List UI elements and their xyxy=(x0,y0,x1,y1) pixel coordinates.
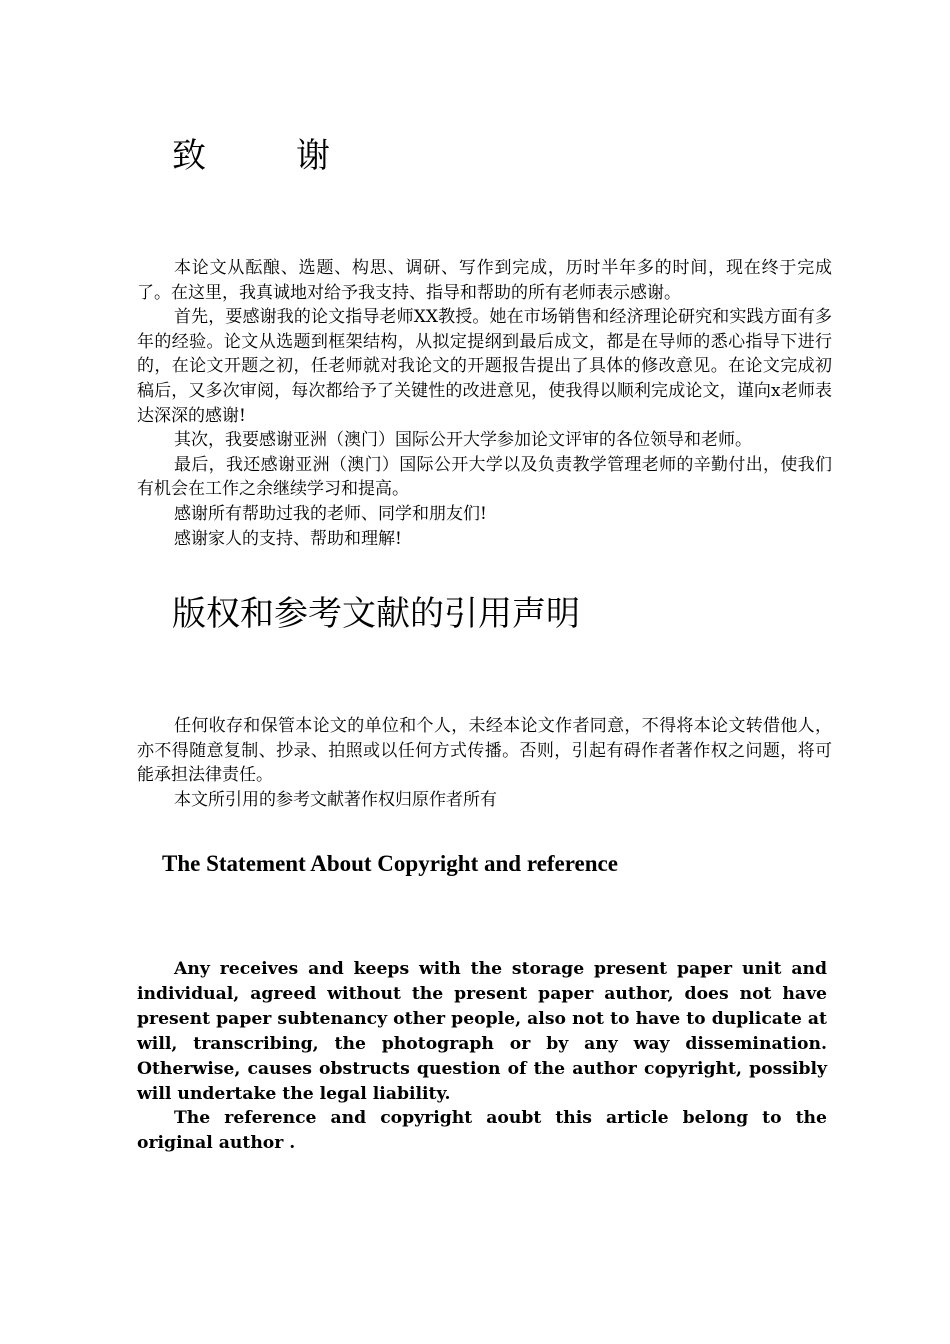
copyright-en-paragraph: Any receives and keeps with the storage present paper unit and individual, agreed without the present paper author, does not have present paper subtenancy other people, also not to have to duplicate at will, transcribing, the photograph or by any way dissemination. Otherwise, causes obstructs question of the author copyright, possibly will undertake the legal liability. xyxy=(137,959,827,1104)
acknowledgement-paragraph: 本论文从酝酿、选题、构思、调研、写作到完成，历时半年多的时间，现在终于完成了。在这里，我真诚地对给予我支持、指导和帮助的所有老师表示感谢。 xyxy=(137,258,832,303)
acknowledgement-paragraph: 首先，要感谢我的论文指导老师XX教授。她在市场销售和经济理论研究和实践方面有多年的经验。论文从选题到框架结构，从拟定提纲到最后成文，都是在导师的悉心指导下进行的，在论文开题之初，任老师就对我论文的开题报告提出了具体的修改意见。在论文完成初稿后，又多次审阅，每次都给予了关键性的改进意见，使我得以顺利完成论文，谨向x老师表达深深的感谢! xyxy=(137,307,832,426)
copyright-cn-title: 版权和参考文献的引用声明 xyxy=(172,594,580,634)
acknowledgement-body xyxy=(137,256,832,551)
acknowledgement-title-part1: 致 xyxy=(172,136,206,176)
copyright-en-title: The Statement About Copyright and reference xyxy=(162,851,618,876)
copyright-cn-paragraph: 本文所引用的参考文献著作权归原作者所有 xyxy=(174,789,497,810)
acknowledgement-paragraph: 感谢所有帮助过我的老师、同学和朋友们! xyxy=(174,503,487,524)
copyright-cn-body xyxy=(137,714,832,812)
acknowledgement-title xyxy=(172,128,330,177)
acknowledgement-paragraph: 最后，我还感谢亚洲（澳门）国际公开大学以及负责教学管理老师的辛勤付出，使我们有机会在工作之余继续学习和提高。 xyxy=(137,454,832,500)
acknowledgement-title-part2: 谢 xyxy=(296,136,330,176)
acknowledgement-paragraph: 感谢家人的支持、帮助和理解! xyxy=(174,528,402,549)
copyright-en-body xyxy=(137,957,827,1156)
acknowledgement-paragraph: 其次，我要感谢亚洲（澳门）国际公开大学参加论文评审的各位领导和老师。 xyxy=(174,430,752,451)
copyright-en-paragraph: The reference and copyright aoubt this article belong to the original author . xyxy=(137,1108,827,1154)
copyright-cn-paragraph: 任何收存和保管本论文的单位和个人，未经本论文作者同意，不得将本论文转借他人，亦不得随意复制、抄录、拍照或以任何方式传播。否则，引起有碍作者著作权之问题，将可能承担法律责任。 xyxy=(137,716,832,786)
